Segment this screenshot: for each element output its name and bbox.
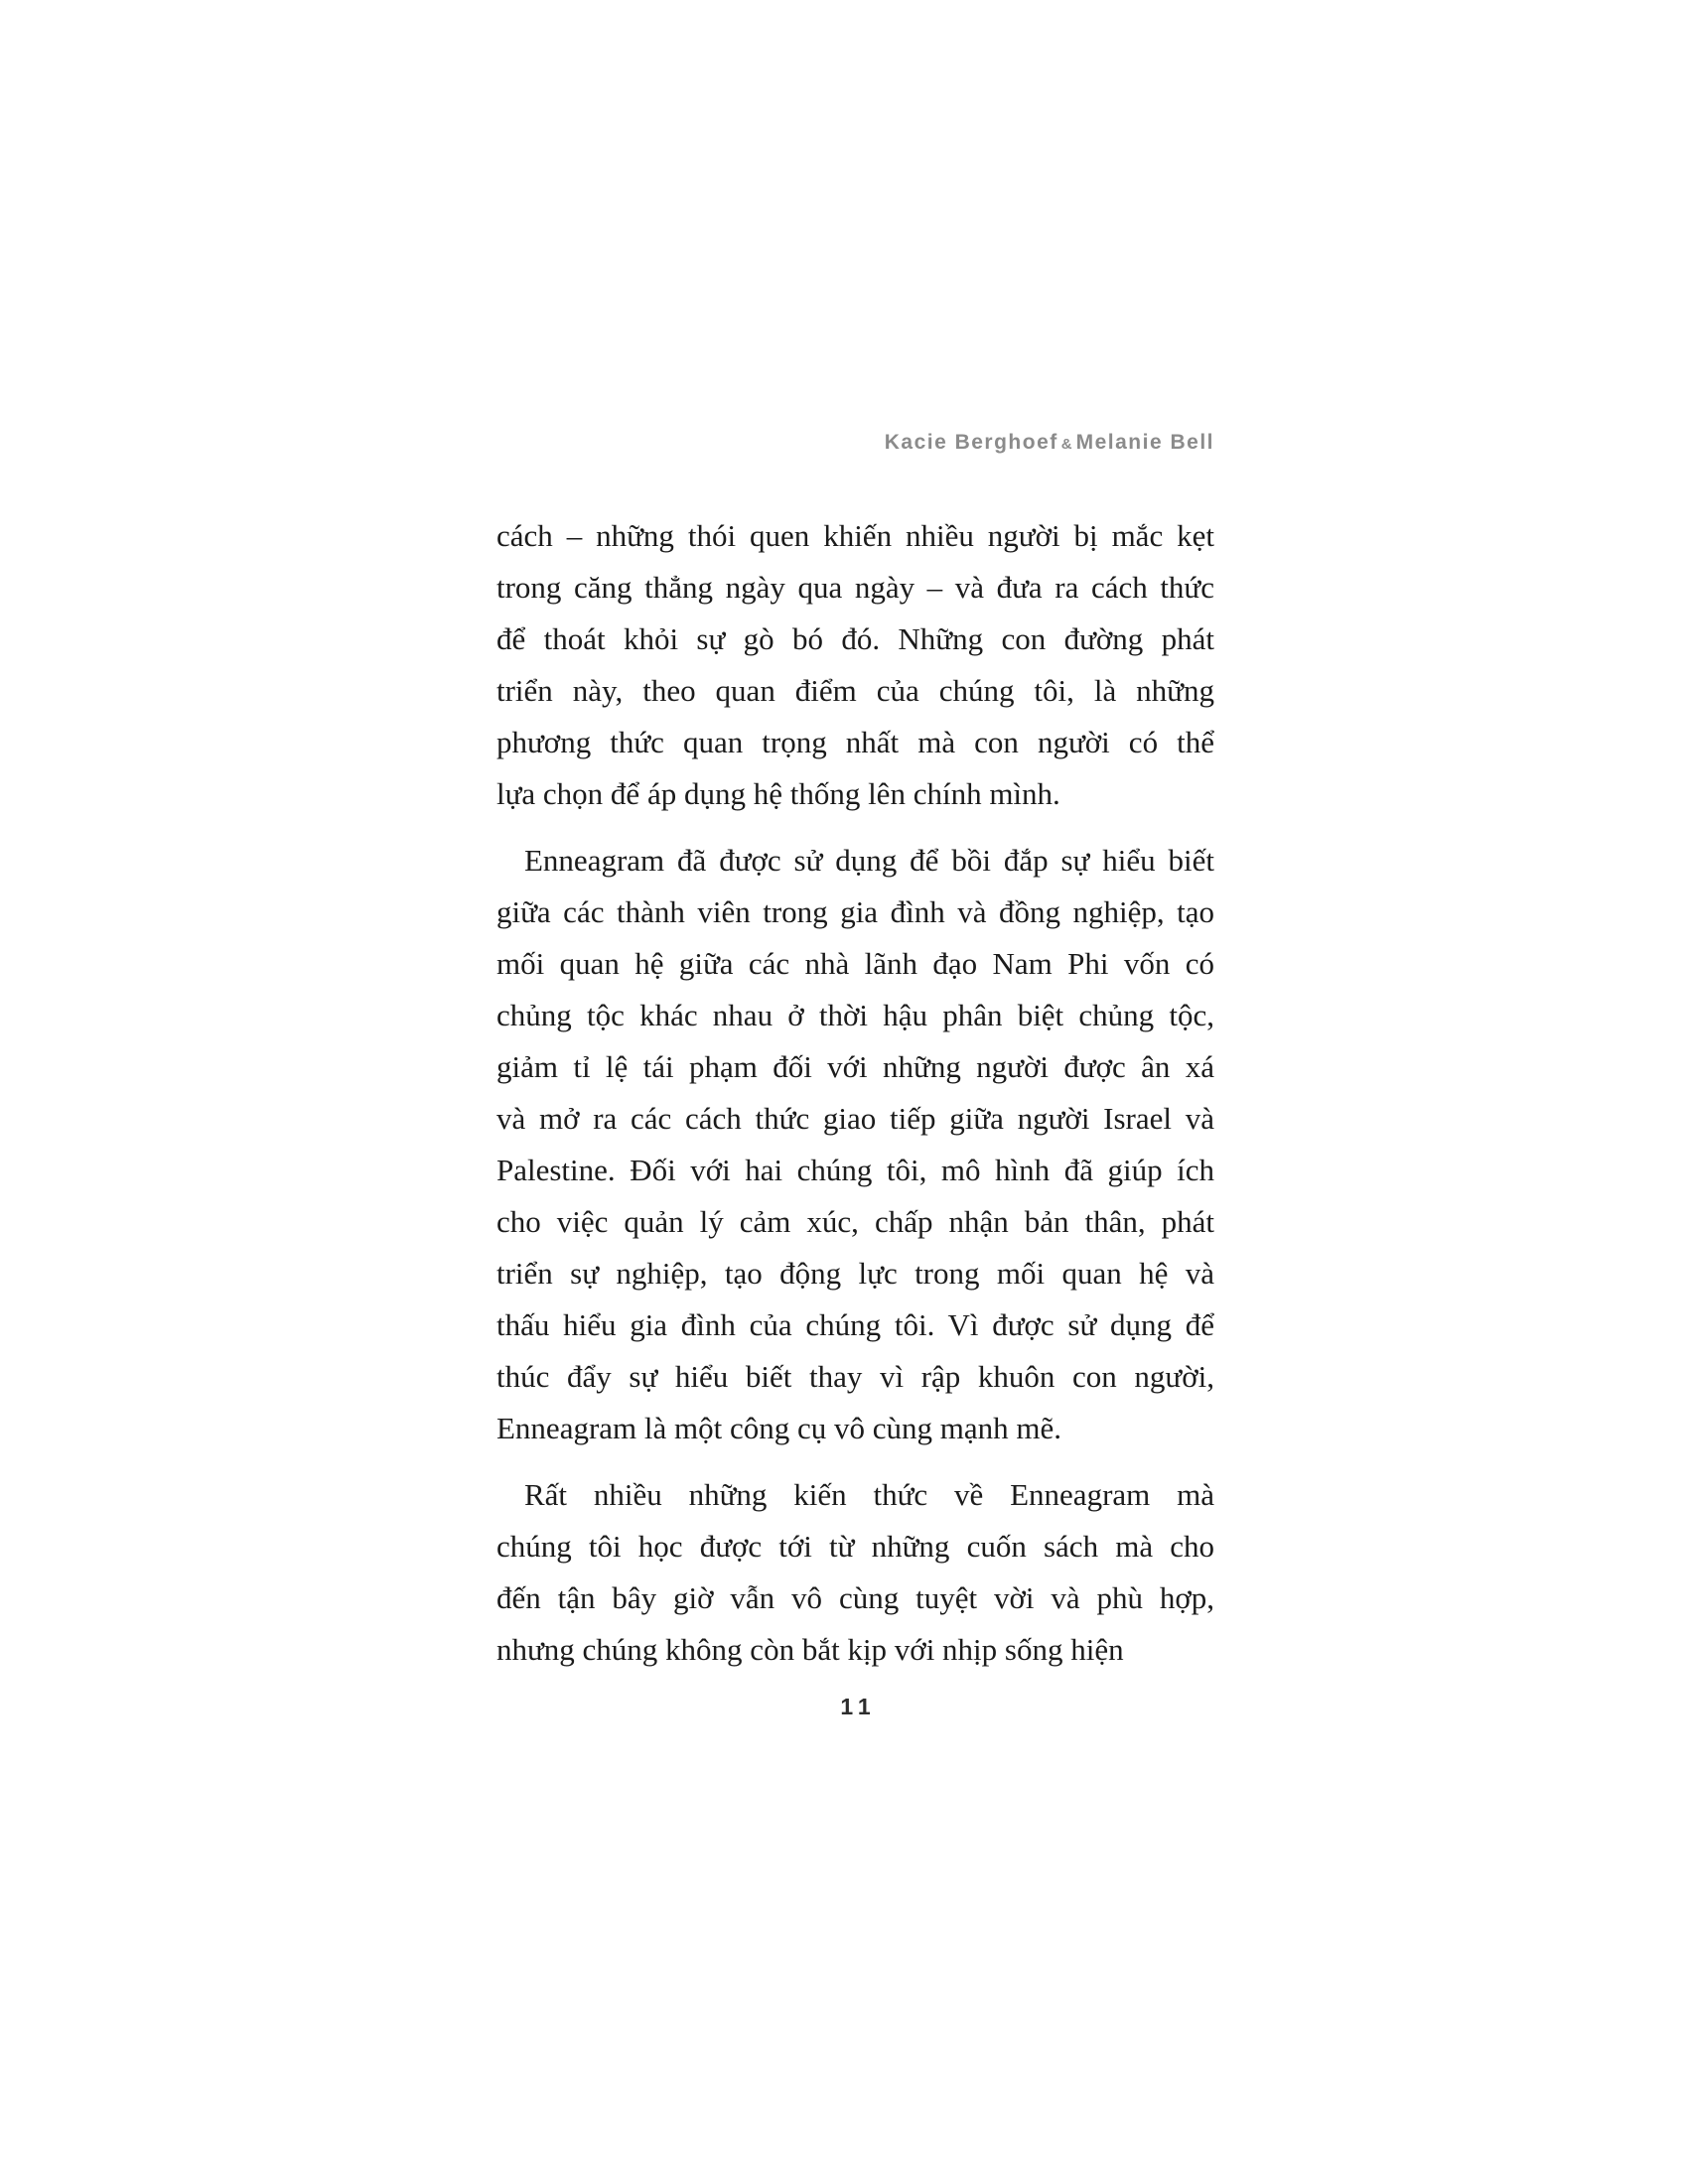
text-line: chủng tộc khác nhau ở thời hậu phân biệt chủng tộc, bbox=[496, 998, 1214, 1032]
text-line: lựa chọn để áp dụng hệ thống lên chính mình. bbox=[496, 776, 1060, 811]
text-line: thúc đẩy sự hiểu biết thay vì rập khuôn con người, bbox=[496, 1359, 1214, 1394]
text-line: Rất nhiều những kiến thức về Enneagram mà bbox=[524, 1477, 1214, 1512]
text-line: Enneagram đã được sử dụng để bồi đắp sự hiểu biết bbox=[524, 843, 1214, 878]
text-line: Enneagram là một công cụ vô cùng mạnh mẽ. bbox=[496, 1411, 1062, 1445]
text-line: phương thức quan trọng nhất mà con người có thể bbox=[496, 725, 1214, 759]
body-text bbox=[496, 510, 1214, 1676]
running-header bbox=[496, 431, 1214, 455]
text-line: chúng tôi học được tới từ những cuốn sách mà cho bbox=[496, 1529, 1214, 1564]
text-line: Palestine. Đối với hai chúng tôi, mô hình đã giúp ích bbox=[496, 1153, 1214, 1187]
text-line: để thoát khỏi sự gò bó đó. Những con đường phát bbox=[496, 621, 1214, 656]
text-line: giữa các thành viên trong gia đình và đồng nghiệp, tạo bbox=[496, 894, 1214, 929]
page-number: 11 bbox=[840, 1694, 877, 1719]
text-line: mối quan hệ giữa các nhà lãnh đạo Nam Phi vốn có bbox=[496, 946, 1214, 981]
text-line: đến tận bây giờ vẫn vô cùng tuyệt vời và phù hợp, bbox=[496, 1580, 1214, 1615]
text-line: trong căng thẳng ngày qua ngày – và đưa ra cách thức bbox=[496, 570, 1214, 605]
text-line: nhưng chúng không còn bắt kịp với nhịp sống hiện bbox=[496, 1632, 1124, 1667]
author-name-first: Kacie Berghoef bbox=[884, 431, 1058, 454]
text-line: triển sự nghiệp, tạo động lực trong mối quan hệ và bbox=[496, 1256, 1214, 1291]
text-line: và mở ra các cách thức giao tiếp giữa người Israel và bbox=[496, 1101, 1214, 1136]
text-line: thấu hiểu gia đình của chúng tôi. Vì được sử dụng để bbox=[496, 1307, 1214, 1342]
text-line: giảm tỉ lệ tái phạm đối với những người được ân xá bbox=[496, 1049, 1214, 1084]
paragraph bbox=[496, 1469, 1214, 1676]
text-line: cho việc quản lý cảm xúc, chấp nhận bản thân, phát bbox=[496, 1204, 1214, 1239]
author-name-second: Melanie Bell bbox=[1075, 431, 1214, 454]
paragraph bbox=[496, 835, 1214, 1454]
paragraph bbox=[496, 510, 1214, 820]
ampersand-separator: & bbox=[1060, 436, 1073, 453]
text-line: triển này, theo quan điểm của chúng tôi, là những bbox=[496, 673, 1214, 708]
text-line: cách – những thói quen khiến nhiều người bị mắc kẹt bbox=[496, 518, 1214, 553]
